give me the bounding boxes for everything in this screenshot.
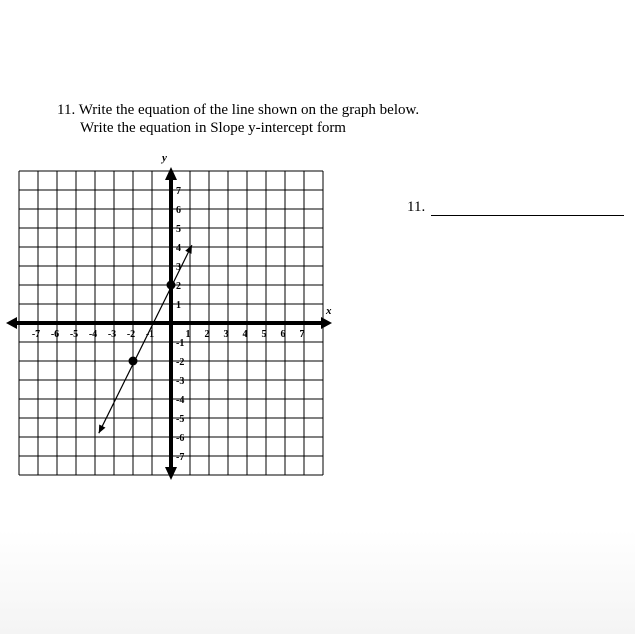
answer-label: 11. (407, 199, 426, 215)
x-tick-label: -6 (50, 329, 60, 340)
x-tick-label: 1 (185, 329, 191, 340)
y-tick-label: 1 (176, 300, 181, 311)
y-tick-label: 3 (176, 262, 181, 273)
y-tick-label: -6 (176, 433, 185, 444)
x-tick-label: -5 (69, 329, 79, 340)
x-tick-label: 4 (242, 329, 248, 340)
y-tick-label: -1 (176, 338, 185, 349)
x-tick-label: -4 (88, 329, 98, 340)
x-tick-label: 7 (299, 329, 305, 340)
y-tick-label: 2 (176, 281, 181, 292)
y-axis-label: y (162, 152, 167, 164)
x-axis-arrow-right (321, 317, 332, 329)
plotted-point (129, 357, 138, 366)
x-axis-arrow-left (6, 317, 17, 329)
answer-blank[interactable] (431, 200, 624, 216)
x-tick-label: -3 (107, 329, 117, 340)
y-axis-arrow-bottom (165, 467, 177, 480)
x-tick-label: 3 (223, 329, 229, 340)
y-tick-label: -2 (176, 357, 185, 368)
x-tick-label: 5 (261, 329, 267, 340)
y-axis-arrow-top (165, 167, 177, 180)
question-number: 11. (57, 102, 76, 118)
y-tick-label: 4 (176, 243, 181, 254)
y-tick-label: -5 (176, 414, 185, 425)
y-tick-label: 6 (176, 205, 181, 216)
x-axis-label: x (326, 305, 332, 317)
x-tick-label: -2 (126, 329, 136, 340)
plotted-point (167, 281, 176, 290)
y-tick-label: -4 (176, 395, 185, 406)
y-tick-label: -7 (176, 452, 185, 463)
x-tick-label: -7 (31, 329, 41, 340)
answer-area (407, 199, 624, 216)
y-tick-label: 7 (176, 186, 181, 197)
y-tick-label: 5 (176, 224, 181, 235)
x-tick-label: -1 (145, 329, 155, 340)
question-prompt: Write the equation of the line shown on the graph below. (78, 102, 420, 118)
x-tick-label: 2 (204, 329, 210, 340)
question-line-2: Write the equation in Slope y-intercept form (80, 120, 346, 136)
x-tick-label: 6 (280, 329, 286, 340)
y-tick-label: -3 (176, 376, 185, 387)
axes (6, 152, 332, 480)
